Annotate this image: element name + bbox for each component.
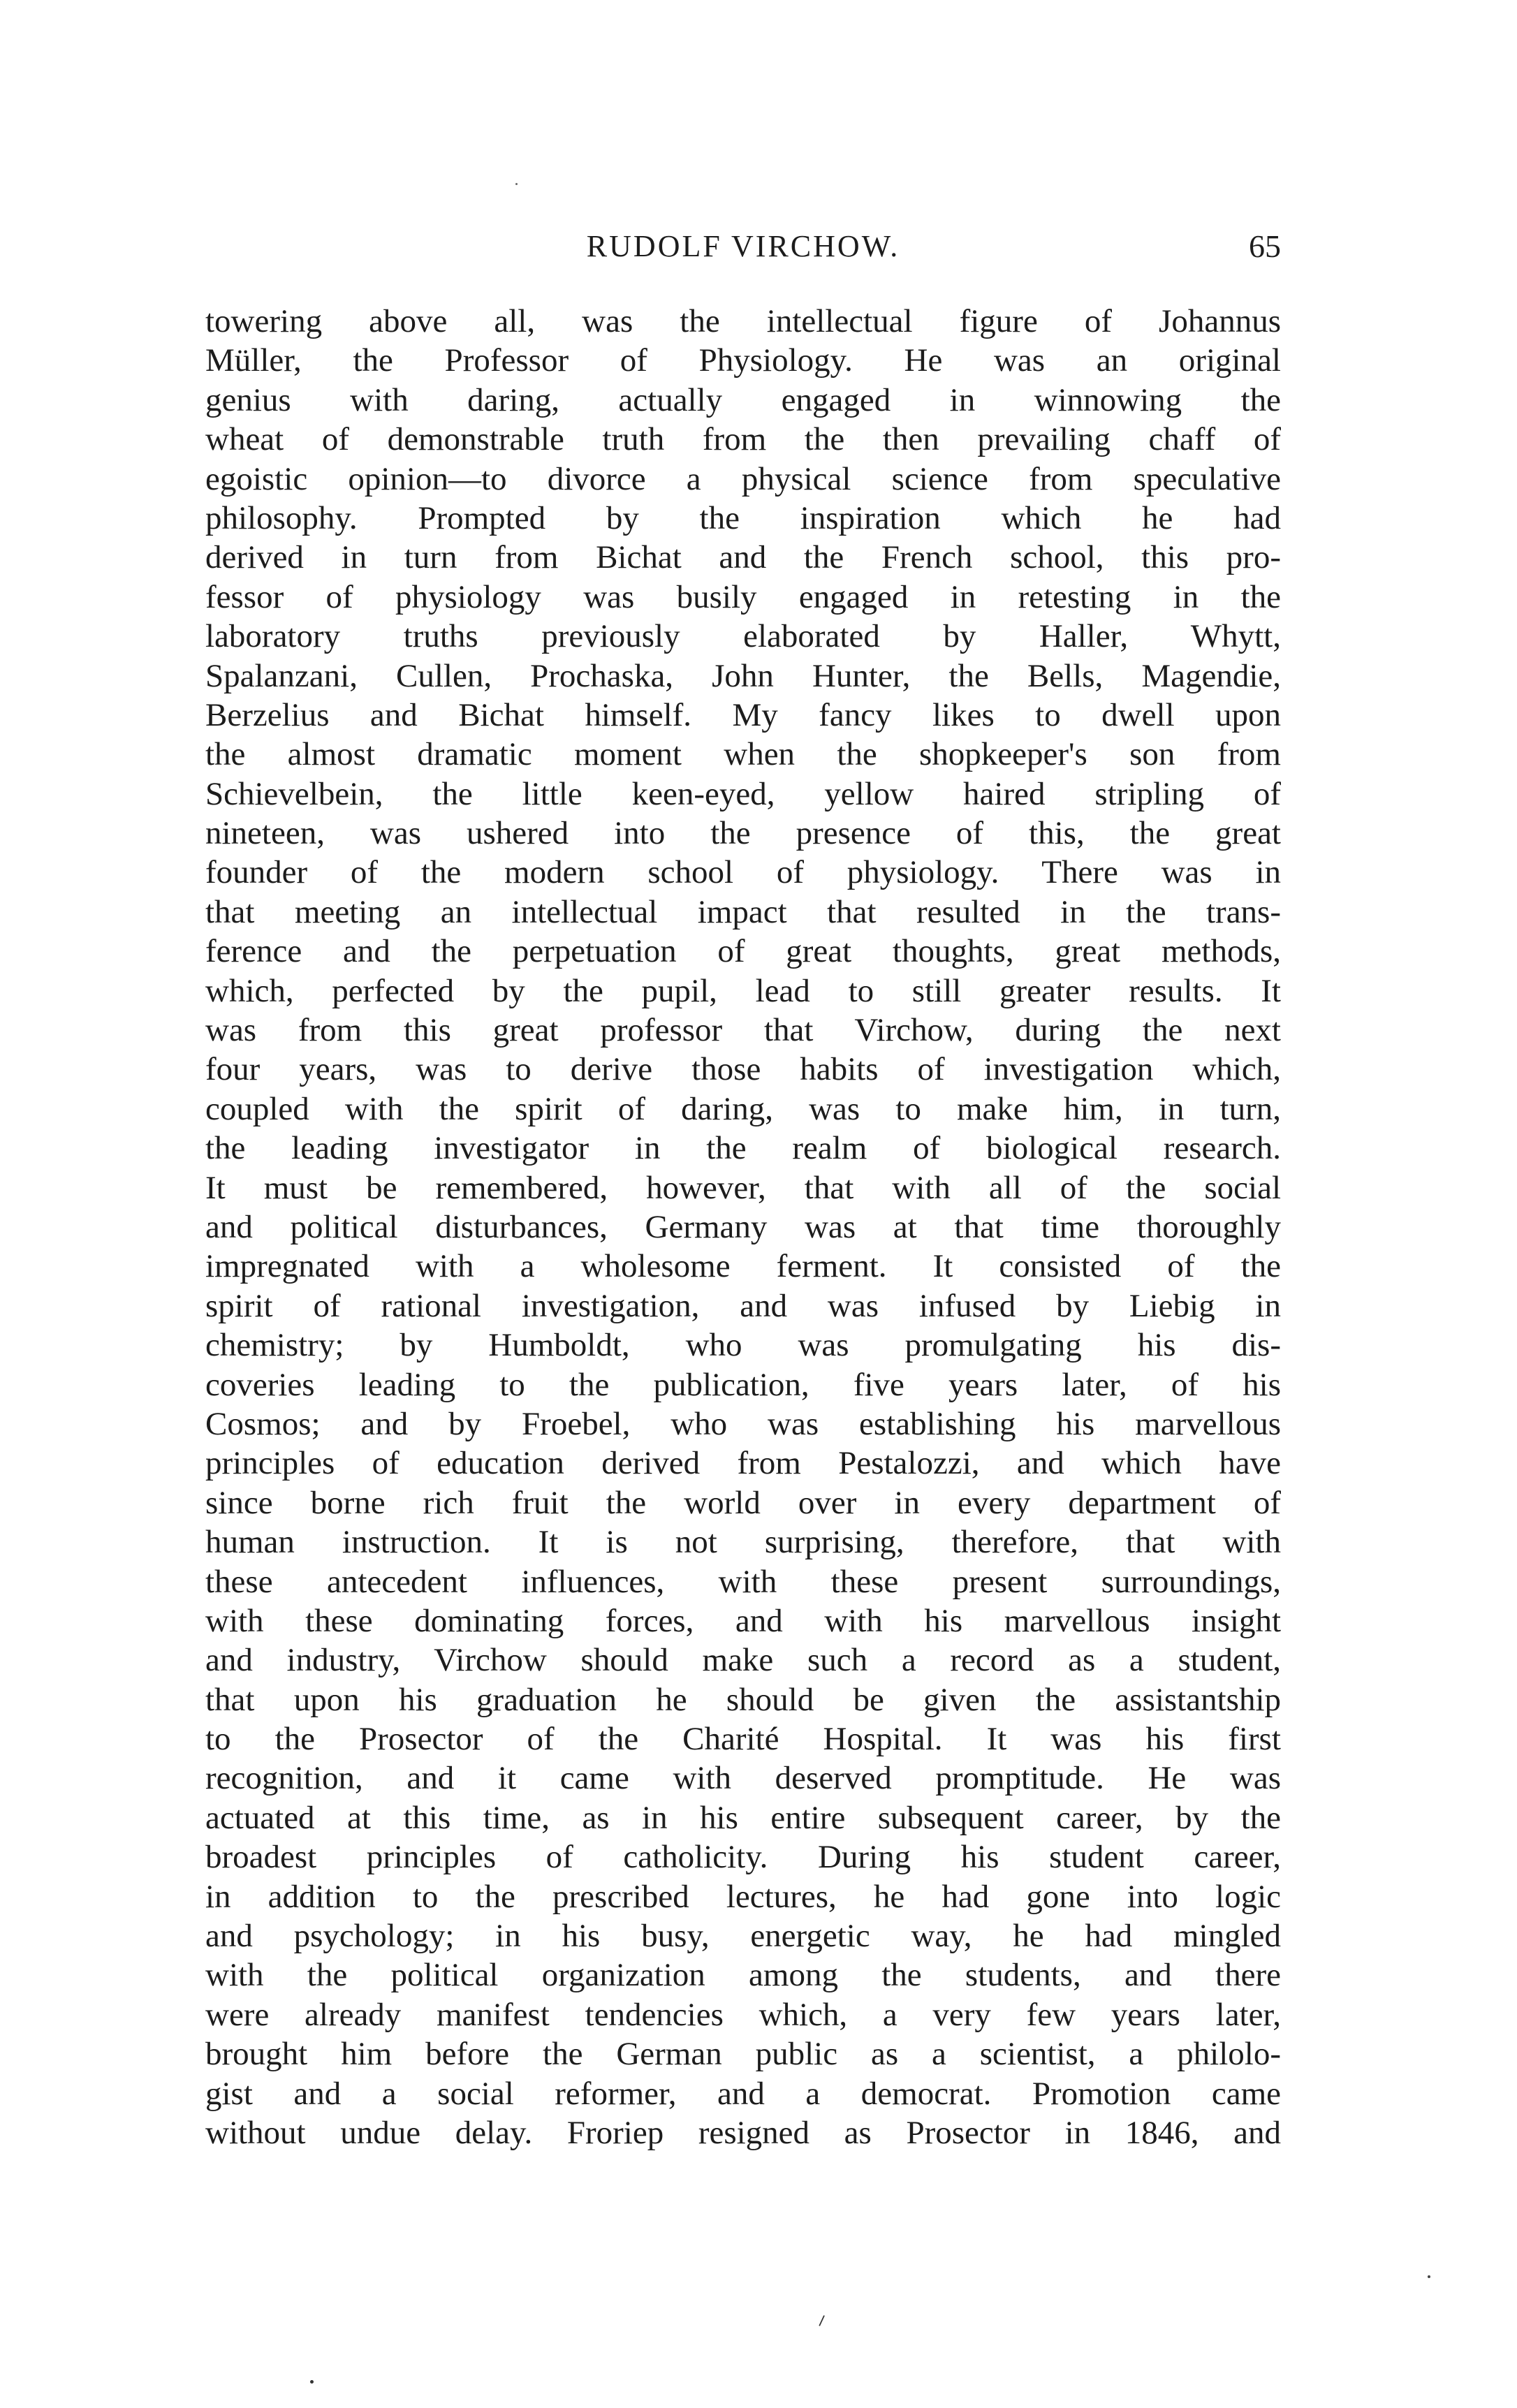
- text-line: Berzelius and Bichat himself. My fancy likes to dwell upon: [205, 696, 1281, 733]
- text-line: with the political organization among the students, and there: [205, 1957, 1281, 1994]
- text-line: philosophy. Prompted by the inspiration which he had: [205, 499, 1281, 536]
- text-line: spirit of rational investigation, and was infused by Liebig in: [205, 1287, 1281, 1324]
- text-line: laboratory truths previously elaborated by Haller, Whytt,: [205, 618, 1281, 655]
- text-line: the leading investigator in the realm of biological research.: [205, 1130, 1281, 1167]
- text-line: brought him before the German public as a scientist, a philolo-: [205, 2036, 1281, 2073]
- text-line: with these dominating forces, and with his marvellous insight: [205, 1602, 1281, 1639]
- text-line: nineteen, was ushered into the presence of this, the great: [205, 815, 1281, 852]
- text-line: and industry, Virchow should make such a record as a student,: [205, 1642, 1281, 1679]
- text-line: since borne rich fruit the world over in every department of: [205, 1484, 1281, 1521]
- text-line: principles of education derived from Pestalozzi, and which have: [205, 1445, 1281, 1482]
- text-line: was from this great professor that Virchow, during the next: [205, 1012, 1281, 1049]
- text-line: were already manifest tendencies which, a very few years later,: [205, 1996, 1281, 2033]
- text-line: derived in turn from Bichat and the French school, this pro-: [205, 539, 1281, 576]
- text-line: and psychology; in his busy, energetic way, he had mingled: [205, 1918, 1281, 1955]
- text-line: chemistry; by Humboldt, who was promulgating his dis-: [205, 1327, 1281, 1364]
- text-line: Cosmos; and by Froebel, who was establishing his marvellous: [205, 1405, 1281, 1442]
- text-line: fessor of physiology was busily engaged in retesting in the: [205, 578, 1281, 615]
- text-line: Müller, the Professor of Physiology. He was an original: [205, 342, 1281, 379]
- page-number: 65: [1249, 228, 1281, 264]
- text-line: that meeting an intellectual impact that resulted in the trans-: [205, 893, 1281, 930]
- text-line: four years, was to derive those habits of investigation which,: [205, 1051, 1281, 1088]
- text-line: genius with daring, actually engaged in winnowing the: [205, 381, 1281, 418]
- text-line: towering above all, was the intellectual figure of Johannus: [205, 303, 1281, 339]
- text-line: founder of the modern school of physiology. There was in: [205, 854, 1281, 891]
- text-line: in addition to the prescribed lectures, he had gone into logic: [205, 1878, 1281, 1915]
- text-line: these antecedent influences, with these present surroundings,: [205, 1563, 1281, 1600]
- text-line: Spalanzani, Cullen, Prochaska, John Hunter, the Bells, Magendie,: [205, 657, 1281, 694]
- text-line: wheat of demonstrable truth from the then prevailing chaff of: [205, 421, 1281, 458]
- text-line: and political disturbances, Germany was at that time thoroughly: [205, 1208, 1281, 1245]
- text-line: broadest principles of catholicity. During his student career,: [205, 1839, 1281, 1876]
- text-line: coveries leading to the publication, five years later, of his: [205, 1366, 1281, 1403]
- text-line: gist and a social reformer, and a democrat. Promotion came: [205, 2075, 1281, 2112]
- text-line: recognition, and it came with deserved promptitude. He was: [205, 1760, 1281, 1797]
- ink-mark: ⸝: [810, 2302, 830, 2330]
- text-line: Schievelbein, the little keen-eyed, yellow haired stripling of: [205, 775, 1281, 812]
- text-line: coupled with the spirit of daring, was to make him, in turn,: [205, 1090, 1281, 1127]
- text-line: impregnated with a wholesome ferment. It consisted of the: [205, 1248, 1281, 1285]
- ink-speck: [515, 183, 518, 185]
- text-line: human instruction. It is not surprising, therefore, that with: [205, 1524, 1281, 1561]
- running-title: RUDOLF VIRCHOW.: [586, 229, 900, 263]
- body-text: [205, 302, 1281, 2152]
- text-line: which, perfected by the pupil, lead to still greater results. It: [205, 972, 1281, 1009]
- text-line: egoistic opinion—to divorce a physical science from speculative: [205, 460, 1281, 497]
- ink-speck: [1428, 2275, 1430, 2278]
- text-line: It must be remembered, however, that with all of the social: [205, 1169, 1281, 1206]
- page-header: [205, 222, 1281, 271]
- text-line: ference and the perpetuation of great thoughts, great methods,: [205, 933, 1281, 970]
- text-line: actuated at this time, as in his entire subsequent career, by the: [205, 1799, 1281, 1836]
- text-line: without undue delay. Froriep resigned as Prosector in 1846, and: [205, 2114, 1281, 2151]
- text-line: to the Prosector of the Charité Hospital. It was his first: [205, 1721, 1281, 1758]
- text-line: the almost dramatic moment when the shopkeeper's son from: [205, 736, 1281, 773]
- text-line: that upon his graduation he should be given the assistantship: [205, 1681, 1281, 1718]
- ink-speck: [310, 2380, 314, 2384]
